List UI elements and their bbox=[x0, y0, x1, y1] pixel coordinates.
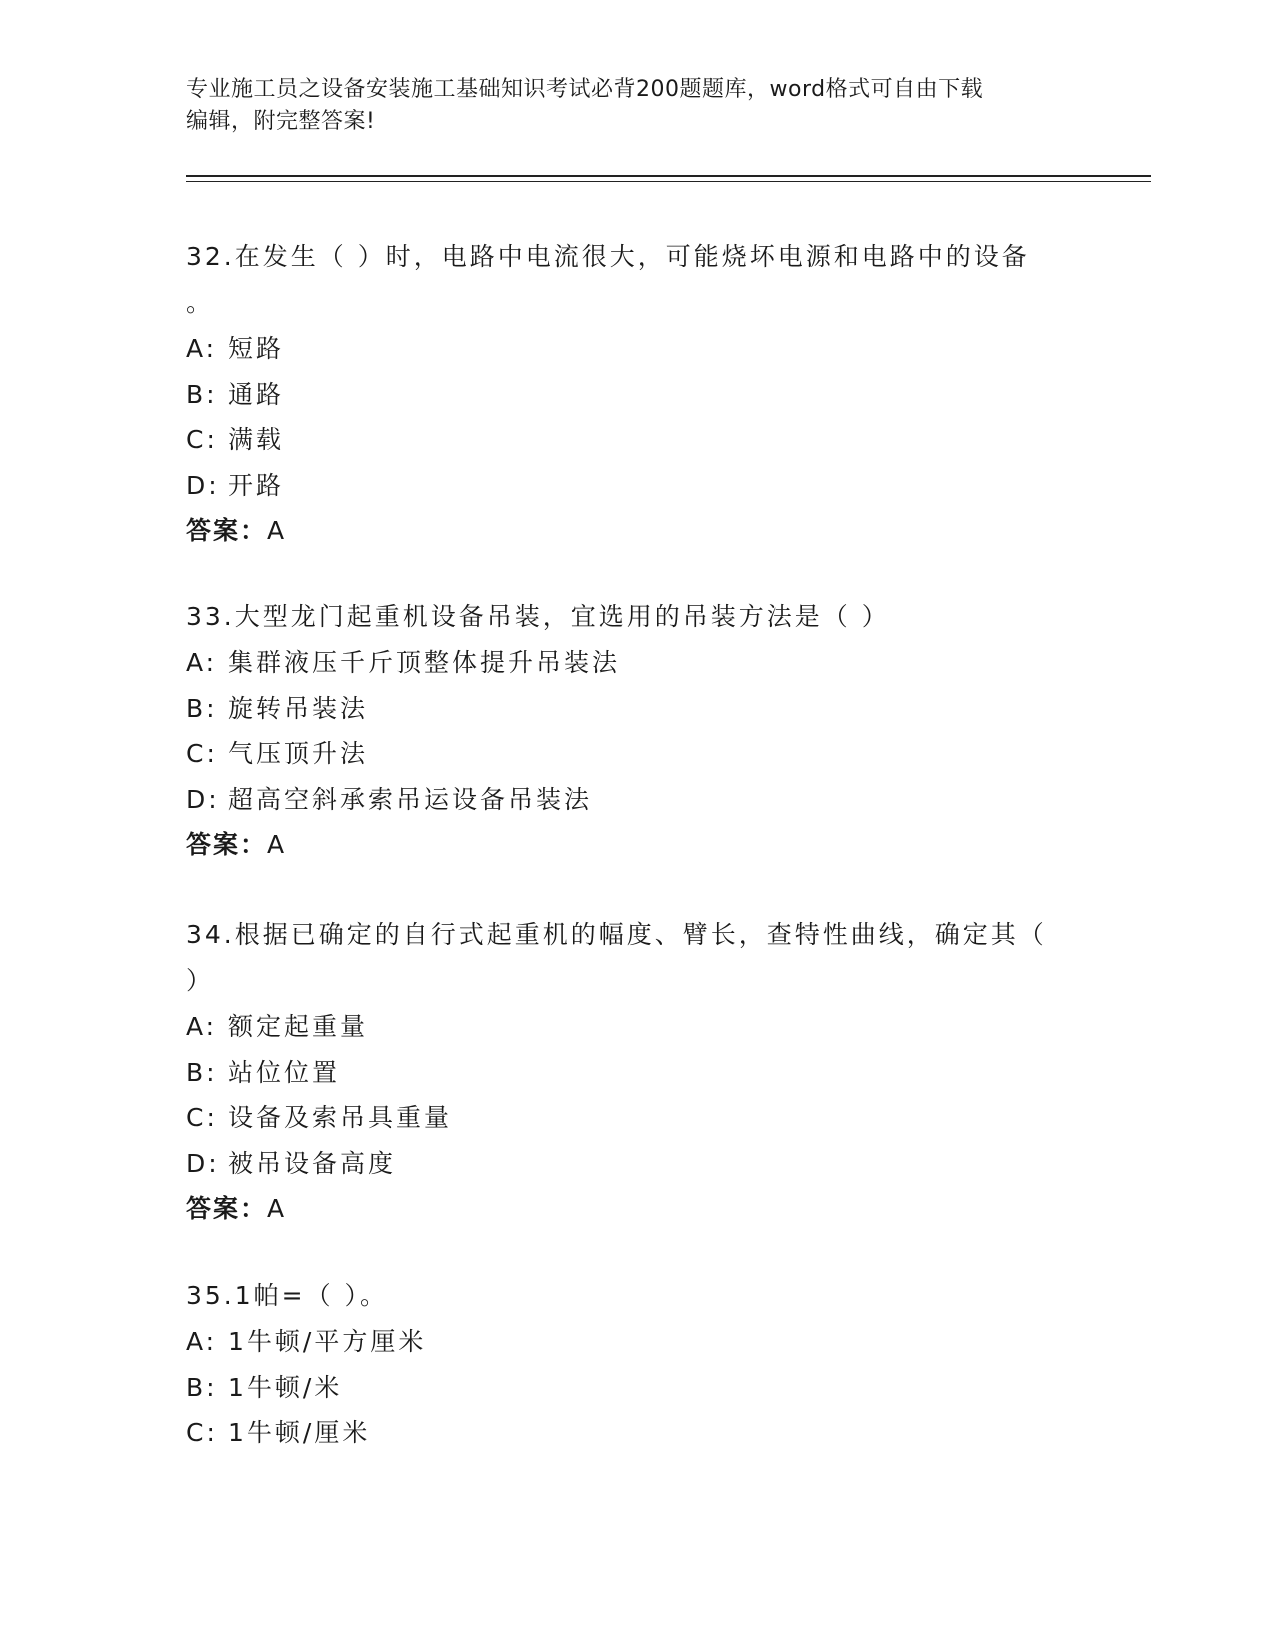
answer-label: 答案： bbox=[186, 1194, 268, 1223]
question-35 bbox=[186, 1273, 1086, 1456]
option-d bbox=[186, 777, 1086, 823]
option-text: 气压顶升法 bbox=[228, 739, 369, 768]
option-text: 站位位置 bbox=[228, 1057, 341, 1087]
option-text: 额定起重量 bbox=[228, 1012, 369, 1041]
option-key: D: bbox=[186, 784, 220, 814]
option-key: A: bbox=[186, 1012, 218, 1041]
option-key: C: bbox=[186, 1103, 218, 1132]
question-stem: 33.大型龙门起重机设备吊装，宜选用的吊装方法是（ ） bbox=[186, 602, 890, 631]
option-text: 1牛顿/厘米 bbox=[228, 1418, 371, 1447]
option-d bbox=[186, 1141, 1086, 1187]
question-stem-continued: 。 bbox=[186, 288, 215, 317]
option-key: D: bbox=[186, 1148, 220, 1178]
option-key: B: bbox=[186, 1057, 218, 1087]
question-32 bbox=[186, 234, 1086, 554]
option-a bbox=[186, 1319, 1086, 1365]
option-text: 通路 bbox=[228, 379, 285, 409]
question-stem: 35.1帕=（ ）。 bbox=[186, 1281, 389, 1310]
option-b bbox=[186, 1365, 1086, 1411]
answer-label: 答案： bbox=[186, 516, 268, 545]
option-text: 集群液压千斤顶整体提升吊装法 bbox=[228, 648, 621, 677]
question-33 bbox=[186, 594, 1086, 868]
option-key: C: bbox=[186, 425, 218, 454]
option-b bbox=[186, 372, 1086, 418]
option-text: 旋转吊装法 bbox=[228, 693, 369, 723]
option-key: C: bbox=[186, 739, 218, 768]
option-key: B: bbox=[186, 379, 218, 409]
option-c bbox=[186, 417, 1086, 463]
option-a bbox=[186, 640, 1086, 686]
option-c bbox=[186, 731, 1086, 777]
option-c bbox=[186, 1095, 1086, 1141]
option-key: B: bbox=[186, 693, 218, 723]
answer-value: A bbox=[267, 830, 287, 859]
option-text: 满载 bbox=[228, 425, 285, 454]
option-key: D: bbox=[186, 470, 220, 500]
option-d bbox=[186, 463, 1086, 509]
option-a bbox=[186, 326, 1086, 372]
answer-value: A bbox=[267, 516, 287, 545]
question-stem-continued: ） bbox=[186, 966, 215, 995]
header-divider-thin bbox=[186, 181, 1151, 182]
option-key: A: bbox=[186, 648, 218, 677]
answer-line bbox=[186, 1186, 1086, 1232]
option-text: 被吊设备高度 bbox=[228, 1148, 397, 1178]
option-text: 1牛顿/平方厘米 bbox=[228, 1327, 427, 1356]
option-c bbox=[186, 1410, 1086, 1456]
option-b bbox=[186, 686, 1086, 732]
option-key: A: bbox=[186, 334, 218, 363]
option-a bbox=[186, 1004, 1086, 1050]
option-text: 开路 bbox=[228, 470, 285, 500]
header-line-1: 专业施工员之设备安装施工基础知识考试必背200题题库，word格式可自由下载 bbox=[186, 77, 984, 102]
option-text: 超高空斜承索吊运设备吊装法 bbox=[228, 784, 593, 814]
option-text: 设备及索吊具重量 bbox=[228, 1103, 453, 1132]
question-stem: 32.在发生（ ）时，电路中电流很大，可能烧坏电源和电路中的设备 bbox=[186, 242, 1030, 271]
option-key: B: bbox=[186, 1372, 218, 1402]
answer-label: 答案： bbox=[186, 830, 268, 859]
header-line-2: 编辑，附完整答案! bbox=[186, 109, 376, 134]
answer-line bbox=[186, 822, 1086, 868]
option-b bbox=[186, 1050, 1086, 1096]
option-text: 1牛顿/米 bbox=[228, 1372, 343, 1402]
question-stem: 34.根据已确定的自行式起重机的幅度、臂长，查特性曲线，确定其（ bbox=[186, 920, 1047, 949]
question-34 bbox=[186, 912, 1086, 1232]
answer-line bbox=[186, 508, 1086, 554]
header-divider-thick bbox=[186, 175, 1151, 177]
option-key: C: bbox=[186, 1418, 218, 1447]
option-text: 短路 bbox=[228, 334, 285, 363]
answer-value: A bbox=[267, 1194, 287, 1223]
option-key: A: bbox=[186, 1327, 218, 1356]
document-header bbox=[186, 74, 1086, 138]
